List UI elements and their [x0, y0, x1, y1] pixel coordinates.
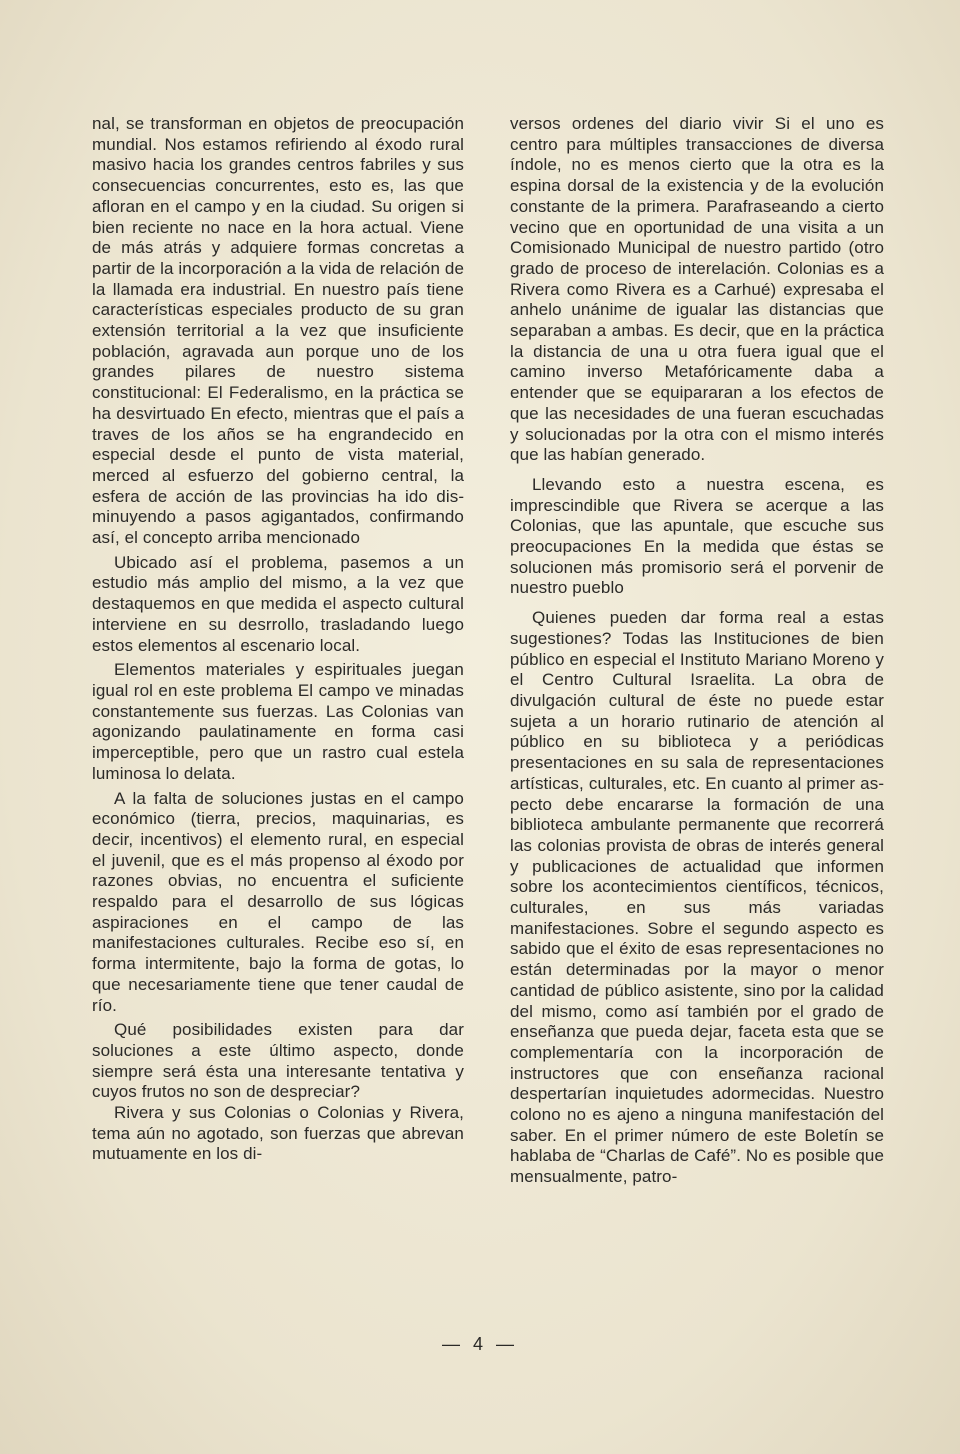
paragraph: Rivera y sus Colonias o Colonias y Rivera, tema aún no agotado, son fuerzas que abrevan mutuamente en los di- — [92, 1103, 464, 1164]
left-column — [92, 114, 464, 1165]
paragraph: Elementos materiales y espirituales juegan igual rol en este problema El campo ve minadas constantemente sus fuerzas. Las Colonias van agonizando paulatinamente en forma casi imperceptible, pero que un rastro cual estela luminosa lo delata. — [92, 660, 464, 783]
paragraph: Ubicado así el problema, pasemos a un estudio más amplio del mismo, a la vez que destaquemos en que medida el aspecto cultural interviene en su desrrollo, trasladando luego estos elementos al escenario local. — [92, 552, 464, 655]
paragraph: versos ordenes del diario vivir Si el uno es centro para múltiples transacciones de diversa índole, no es menos cierto que la otra es la espina dorsal de la existencia y de la evolución constante de la primera. Parafraseando a cierto vecino que en oportunidad de una visita a un Comisionado Municipal de nuestro partido (otro grado de proceso de interelación. Colonias es a Rivera como Rivera es a Carhué) expresaba el anhelo unánime de igualar las distancias que separaban a ambas. Es decir, que en la práctica la distancia de una u otra fuera igual que el camino inverso Metafóricamente daba a entender que se equipararan a los efectos de que las necesidades de una fueran escuchadas y solucionadas por la otra con el mismo interés que las habían generado. — [510, 114, 884, 465]
right-column — [510, 114, 884, 1188]
page-number: — 4 — — [441, 1334, 518, 1354]
paragraph: Llevando esto a nuestra escena, es imprescindible que Rivera se acerque a las Colonias, que las apuntale, que escuche sus preocupaciones En la medida que éstas se solucionen más promisorio será el porvenir de nuestro pueblo — [510, 474, 884, 598]
paragraph: Qué posibilidades existen para dar soluciones a este último aspecto, donde siempre será ésta una interesante tentativa y cuyos frutos no son de despreciar? — [92, 1020, 464, 1102]
paragraph: Quienes pueden dar forma real a estas sugestiones? Todas las Instituciones de bien público en especial el Instituto Mariano Moreno y el Centro Cultural Israelita. La obra de divulgación cultural de éste no puede estar sujeta a un horario rutinario de atención al público en su biblioteca y a periódicas presentaciones en su sala de representaciones artísticas, culturales, etc. En cuanto al primer aspecto debe encararse la formación de una biblioteca ambulante permanente que recorrerá las colonias provista de obras de interés general y publicaciones de actualidad que informen sobre los acontecimientos científicos, técnicos, culturales, en sus más variadas manifestaciones. Sobre el segundo aspecto es sabido que el éxito de esas representaciones no están determinadas por la mayor o menor cantidad de público asistente, sino por la calidad del mismo, como así también por el grado de enseñanza que pueda dejar, faceta esta que se complementaría con la incorporación de instructores que con enseñanza racional despertarían inquietudes adormecidas. Nuestro colono no es ajeno a ninguna manifestación del saber. En el primer número de este Boletín se hablaba de “Charlas de Café”. No es posible que mensualmente, patro- — [510, 608, 884, 1187]
paragraph: nal, se transforman en objetos de preocupación mundial. Nos estamos refiriendo al éxodo rural masivo hacia los grandes centros fabriles y sus consecuencias concurrentes, esto es, las que afloran en el campo y en la ciudad. Su origen si bien reciente no nace en la hora actual. Viene de más atrás y adquiere formas concretas a partir de la incorporación a la vida de relación de la llamada era industrial. En nuestro país tiene características especiales producto de su gran extensión territorial a la vez que insuficiente población, agravada aun porque uno de los grandes pilares de nuestro sistema constitucional: El Federalismo, en la práctica se ha desvirtuado En efecto, mientras que el país a traves de los años se ha engrandecido en especial desde el punto de vista material, merced al esfuerzo del gobierno central, la esfera de acción de las provincias ha ido disminuyendo a pasos agigantados, confirmando así, el concepto arriba mencionado — [92, 114, 464, 548]
paragraph: A la falta de soluciones justas en el campo económico (tierra, precios, maquinarias, es decir, incentivos) el elemento rural, en especial el juvenil, que es el más propenso al éxodo por razones obvias, no encuentra el suficiente respaldo para el desarrollo de sus lógicas aspiraciones en el campo de las manifestaciones culturales. Recibe eso sí, en forma intermitente, bajo la forma de gotas, lo que necesariamente tiene que tener caudal de río. — [92, 788, 464, 1015]
